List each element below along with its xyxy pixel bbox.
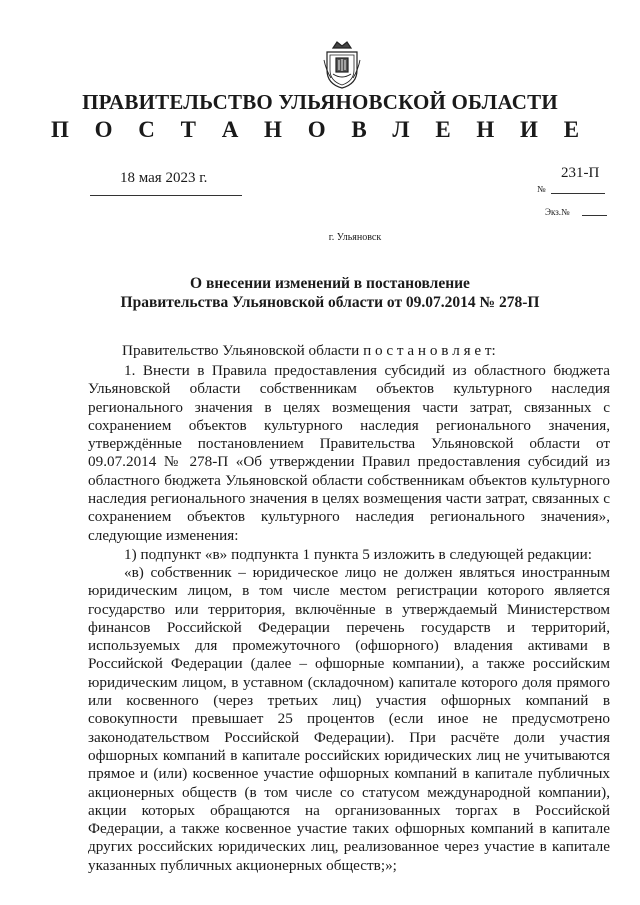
subject-line-1: О внесении изменений в постановление (190, 275, 470, 292)
document-type-title: П О С Т А Н О В Л Е Н И Е (50, 117, 590, 142)
resolution-intro: Правительство Ульяновской области п о с т а н о в л я е т: (122, 342, 496, 359)
government-title: ПРАВИТЕЛЬСТВО УЛЬЯНОВСКОЙ ОБЛАСТИ (82, 90, 558, 114)
number-underline (551, 193, 605, 194)
number-label: № (537, 184, 546, 194)
coat-of-arms-icon (323, 40, 361, 90)
copy-number-label: Экз.№ (545, 207, 570, 217)
subparagraph-v-text: «в) собственник – юридическое лицо не должен являться иностранным юридическим лицом, в том числе местом регистрации которого является государство или территория, включённые в утверждаемый Министерством финансов Российской Федерации перечень государств и территорий, используемых для промежуточного (офшорного) владения активами в Российской Федерации (далее – офшорные компании), а также российским юридическим лицом, в уставном (складочном) капитале которого доля прямого или косвенного (через третьих лиц) участия офшорных компаний в совокупности превышает 25 процентов (если иное не предусмотрено законодательством Российской Федерации). При расчёте доли участия офшорных компаний в капитале российских юридических лиц не учитываются прямое и (или) косвенное участие офшорных компаний в капитале публичных акционерных обществ (в том числе со статусом международной компании), акции которых обращаются на организованных торгах в Российской Федерации, а также косвенное участие таких офшорных компаний в капитале других российских юридических лиц, реализованное через участие в капитале указанных публичных акционерных обществ;»; (88, 564, 610, 874)
city-name: г. Ульяновск (328, 232, 382, 243)
document-number: 231-П (561, 165, 600, 181)
copy-number-underline (582, 215, 607, 216)
subject-line-2: Правительства Ульяновской области от 09.07.2014 № 278-П (120, 294, 540, 311)
date-underline (90, 195, 242, 196)
paragraph-1: 1. Внести в Правила предоставления субсидий из областного бюджета Ульяновской области собственникам объектов культурного наследия регионального значения в целях возмещения части затрат, связанных с сохранением объектов культурного наследия регионального значения, утверждённые постановлением Правительства Ульяновской области от 09.07.2014 № 278-П «Об утверждении Правил предоставления субсидий из областного бюджета Ульяновской области собственникам объектов культурного наследия регионального значения в целях возмещения части затрат, связанных с сохранением объектов культурного наследия регионального значения», следующие изменения: (88, 362, 610, 544)
document-date: 18 мая 2023 г. (120, 170, 208, 186)
document-subject (80, 274, 580, 312)
subparagraph-1: 1) подпункт «в» подпункта 1 пункта 5 изложить в следующей редакции: (124, 546, 592, 563)
